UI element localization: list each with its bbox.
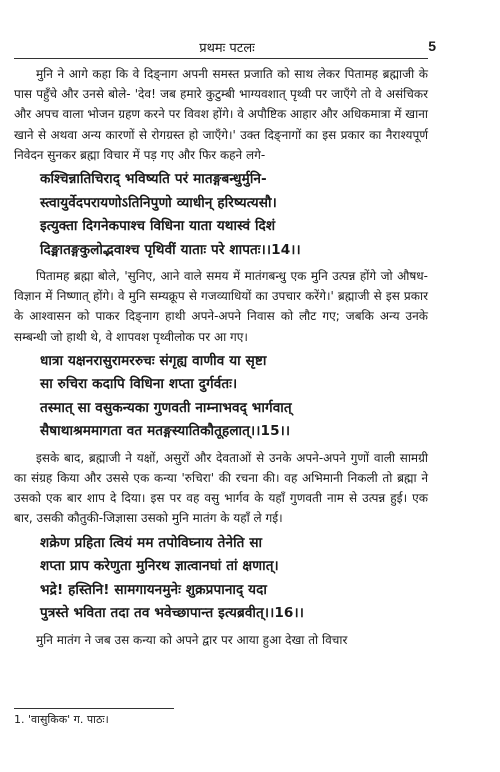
verse-16 (14, 532, 428, 626)
verse-line: पुत्रस्ते भविता तदा तव भवेच्छापान्त इत्यब्रवीत्।।16।। (40, 605, 304, 622)
verse-line: सैषाथाश्रममागता वत मतङ्गस्यातिकौतूहलात्।।15।। (40, 423, 291, 440)
verse-15 (14, 350, 428, 444)
header-rule (14, 58, 428, 59)
verse-line: तस्मात् सा वसुकन्यका गुणवती नाम्नाभवद् भार्गवात् (40, 399, 292, 416)
running-header (14, 38, 440, 56)
footnote-rule (14, 708, 174, 709)
verse-line: इत्युक्ता दिगनेकपाश्च विधिना याता यथास्वं दिशं (40, 218, 276, 235)
prose-paragraph-1: मुनि ने आगे कहा कि वे दिङ्नाग अपनी समस्त प्रजाति को साथ लेकर पितामह ब्रह्माजी के पास पहुँचे और उनसे बोले- 'देव! जब हमारे कुटुम्बी भाग्यवशात् पृथ्वी पर जाएँगे तो वे असंचिकर और अपच वाला भोजन ग्रहण करने पर विवश होंगे। वे अपौष्टिक आहार और अधिकमात्रा में खाना खाने से अथवा अन्य कारणों से रोगग्रस्त हो जाएँगे।' उक्त दिङ्नागों का इस प्रकार का नैराश्यपूर्ण निवेदन सुनकर ब्रह्मा विचार में पड़ गए और फिर कहने लगे- (14, 67, 428, 162)
verse-line: सा रुचिरा कदापि विधिना शप्ता दुर्गर्वतः। (40, 376, 238, 393)
running-title: प्रथमः पटलः (199, 41, 255, 56)
verse-line: स्त्वायुर्वेदपरायणोऽतिनिपुणो व्याधीन् हरिष्यत्यसौ। (40, 194, 277, 211)
prose-paragraph-3: इसके बाद, ब्रह्माजी ने यक्षों, असुरों और देवताओं से उनके अपने-अपने गुणों वाली सामग्री का संग्रह किया और उससे एक कन्या 'रुचिरा' की रचना की। वह अभिमानी निकली तो ब्रह्मा ने उसको एक बार शाप दे दिया। इस पर वह वसु भार्गव के यहाँ गुणवती नाम से उत्पन्न हुई। एक बार, उसकी कौतुकी-जिज्ञासा उसको मुनि मातंग के यहाँ ले गई। (14, 450, 428, 526)
verse-line: दिङ्मातङ्गकुलोद्भवाश्च पृथिवीं याताः परे शापतः।।14।। (40, 241, 301, 258)
prose-paragraph-2: पितामह ब्रह्मा बोले, 'सुनिए, आने वाले समय में मातंगबन्धु एक मुनि उत्पन्न होंगे जो औषध-विज्ञान में निष्णात् होंगे। वे मुनि सम्यक्रूप से गजव्याधियों का उपचार करेंगे।' ब्रह्माजी से इस प्रकार के आश्वासन को पाकर दिङ्नाग हाथी अपने-अपने निवास को लौट गए; जबकि अन्य उनके सम्बन्धी जो हाथी थे, वे शापवश पृथ्वीलोक पर आ गए। (14, 269, 428, 344)
prose-paragraph-4: मुनि मातंग ने जब उस कन्या को अपने द्वार पर आया हुआ देखा तो विचार (36, 632, 348, 647)
verse-line: भद्रे! हस्तिनि! सामगायनमुनेः शुक्रप्रपानाद् यदा (40, 581, 267, 598)
verse-line: कश्चिन्नातिचिराद् भविष्यति परं मातङ्गबन्धुर्मुनि- (40, 171, 267, 188)
page-number: 5 (428, 38, 436, 54)
page-body (14, 64, 428, 650)
verse-line: शक्रेण प्रहिता त्वियं मम तपोविघ्नाय तेनेति सा (40, 534, 263, 551)
verse-line: धात्रा यक्षनरासुरामररुचः संगृह्य वाणीव या सृष्टा (40, 352, 267, 369)
footnote: 1. 'वासुकिक' ग. पाठः। (14, 713, 109, 726)
verse-line: शप्ता प्राप करेणुता मुनिरथ ज्ञात्वानघां तां क्षणात्। (40, 558, 279, 575)
verse-14 (14, 168, 428, 262)
